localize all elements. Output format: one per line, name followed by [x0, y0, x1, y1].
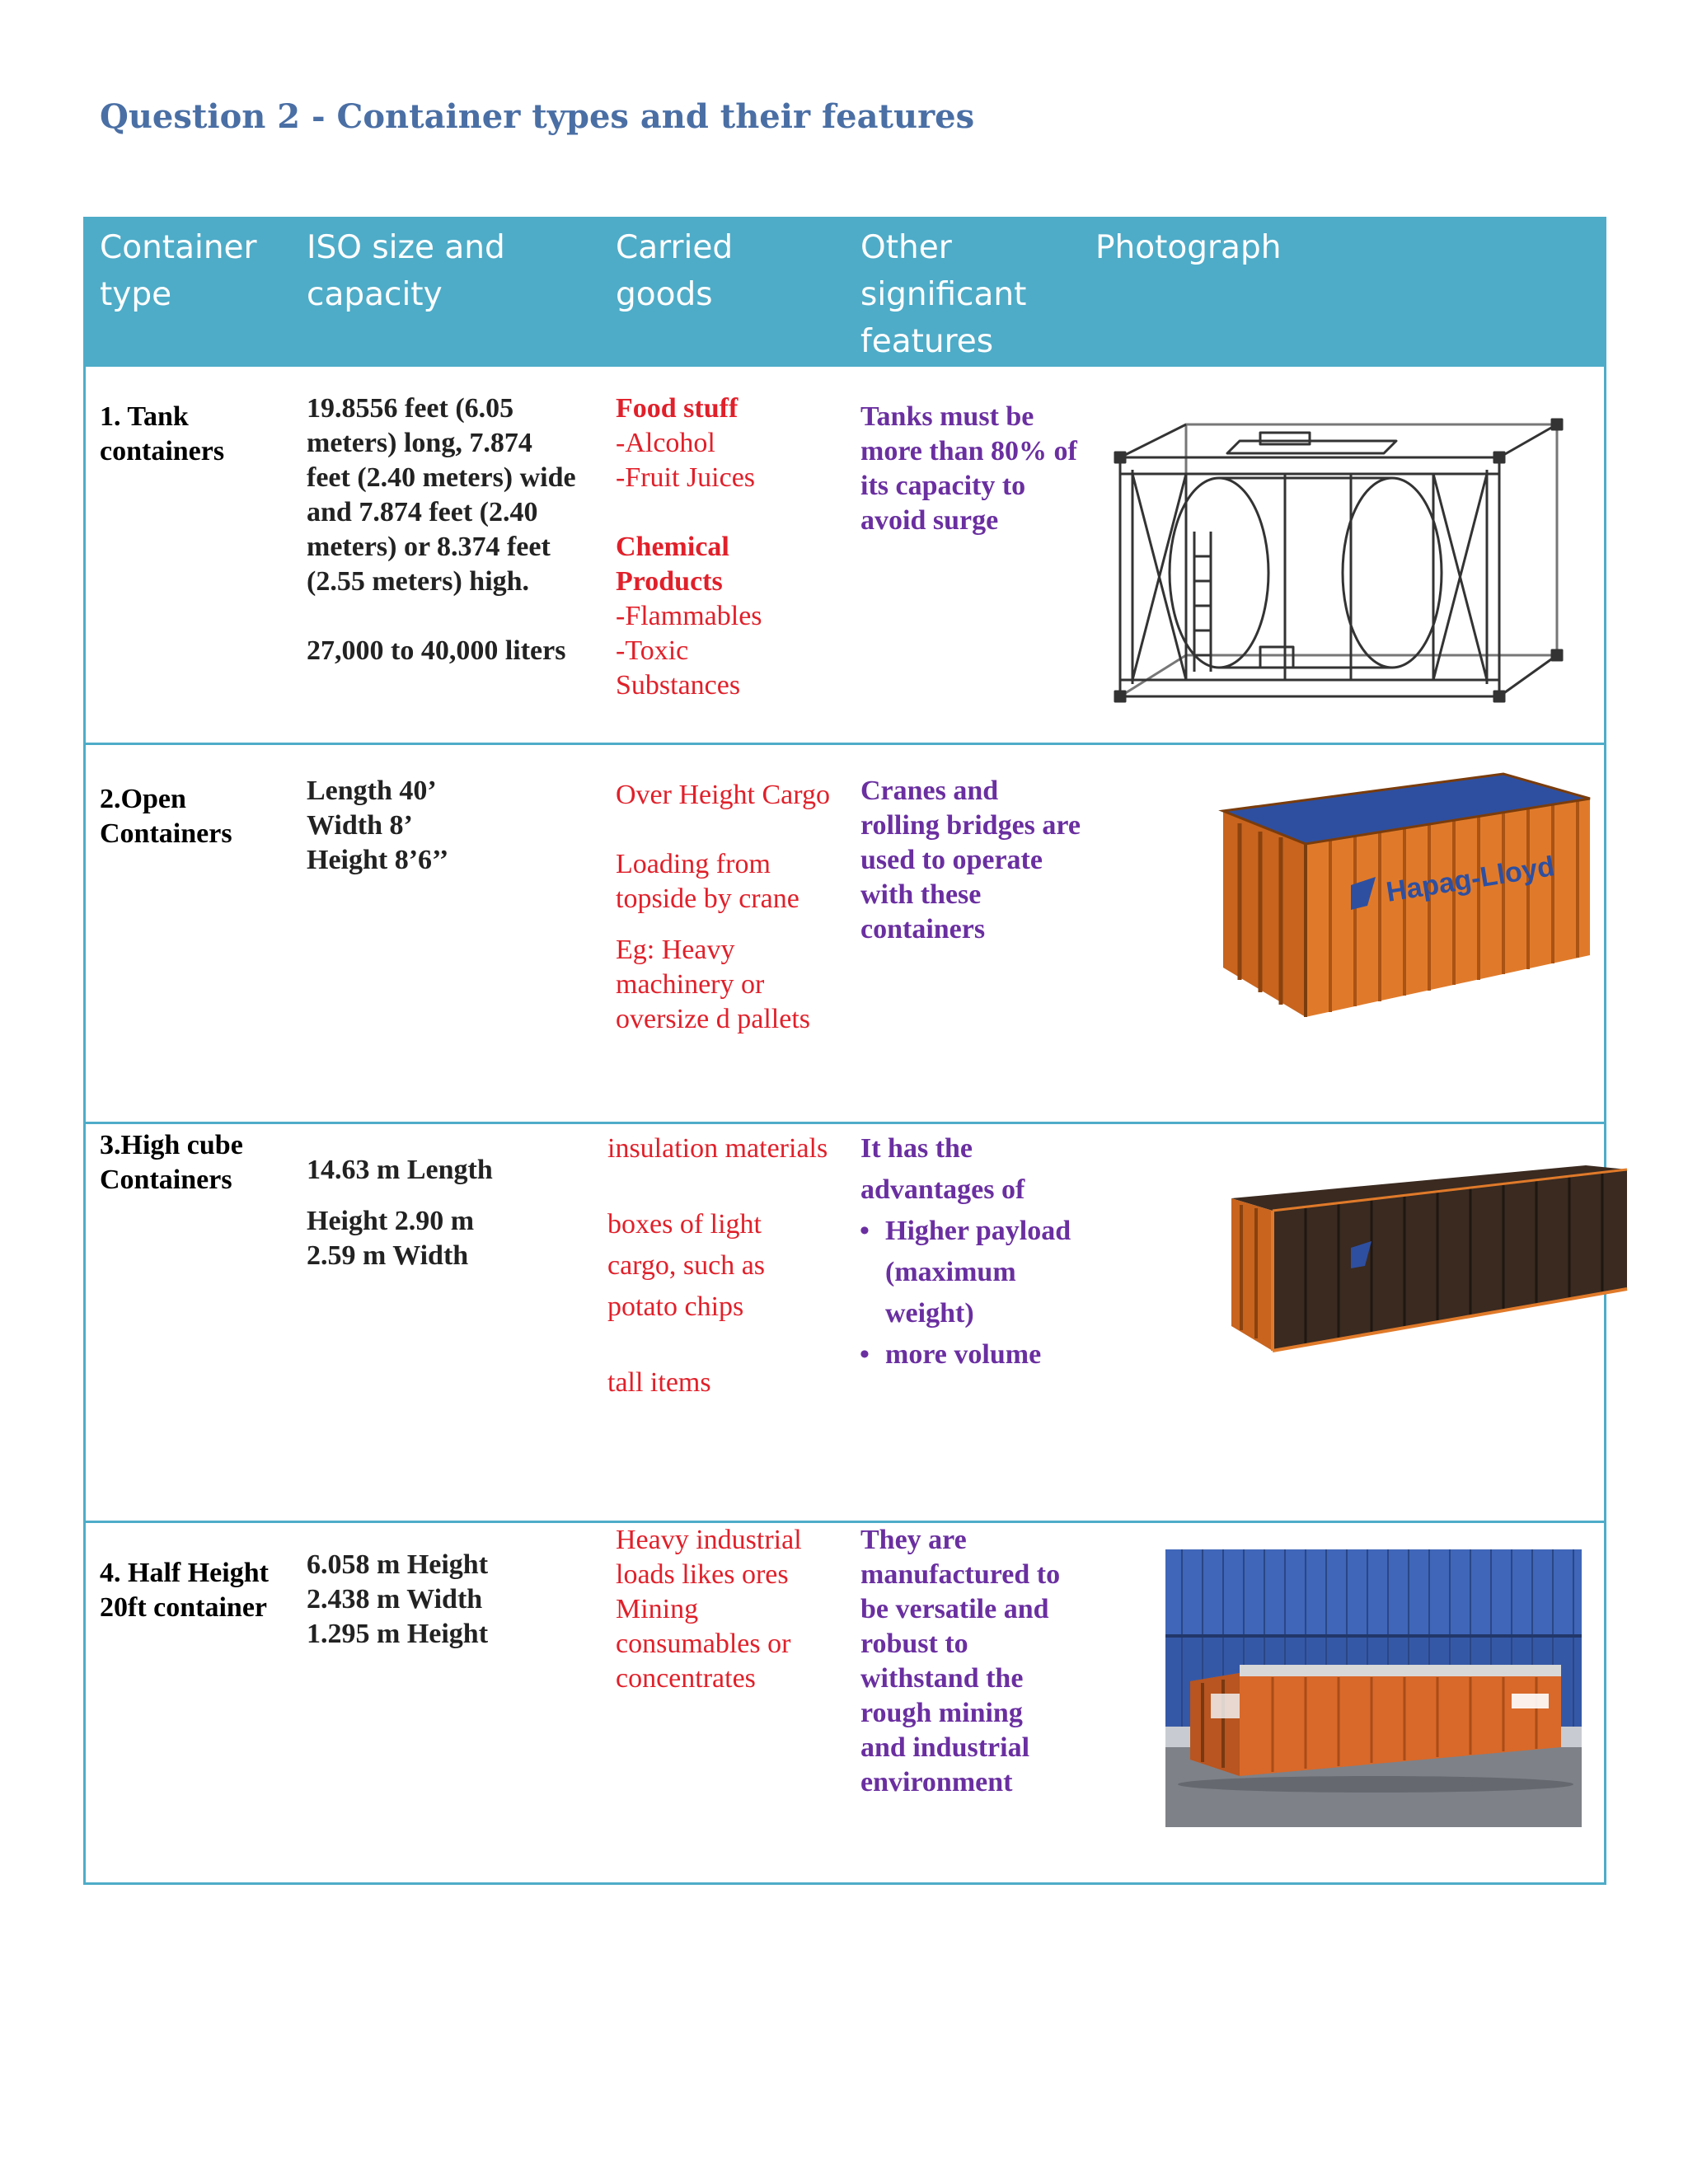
table-row-tank — [86, 367, 1604, 743]
half-height-type: 4. Half Height 20ft container — [100, 1558, 269, 1623]
high-cube-iso-width: 2.59 m Width — [307, 1240, 469, 1271]
table-row-half-height — [86, 1523, 1604, 1882]
open-goods-item: Over Height Cargo — [616, 780, 830, 810]
half-height-iso-height2: 1.295 m Height — [307, 1619, 489, 1649]
tank-goods — [616, 391, 814, 703]
high-cube-iso-height: Height 2.90 m — [307, 1206, 475, 1236]
high-cube-features-intro: It has the advantages of — [860, 1133, 1025, 1205]
open-iso-length: Length 40’ — [307, 776, 437, 806]
tank-iso — [307, 391, 579, 668]
tank-goods-chem-heading: Chemical Products — [616, 532, 729, 597]
half-height-container-photo — [1165, 1549, 1582, 1827]
high-cube-container-photo — [1223, 1165, 1635, 1355]
tank-iso-capacity: 27,000 to 40,000 liters — [307, 635, 566, 666]
high-cube-features — [844, 1128, 1100, 1376]
header-container-type: Container type — [100, 229, 257, 313]
open-iso-width: Width 8’ — [307, 810, 413, 841]
half-height-iso-height: 6.058 m Height — [307, 1549, 489, 1580]
tank-goods-food-heading: Food stuff — [616, 393, 738, 424]
tank-features: Tanks must be more than 80% of its capacity to avoid surge — [860, 401, 1077, 536]
table-header — [86, 219, 1604, 367]
hapag-lloyd-logo-text: Hapag-Lloyd — [1384, 851, 1557, 908]
tank-type: 1. Tank containers — [100, 401, 225, 466]
tank-goods-chem-item: -Toxic Substances — [616, 635, 741, 701]
header-iso-size: ISO size and capacity — [307, 229, 505, 313]
open-container-photo — [1215, 770, 1594, 1042]
open-iso-height: Height 8’6’’ — [307, 845, 449, 875]
tank-goods-chem-item: -Flammables — [616, 601, 762, 631]
tank-container-photo — [1112, 408, 1573, 721]
list-item: • Higher payload (maximum weight) — [860, 1216, 1071, 1329]
high-cube-iso — [307, 1153, 579, 1273]
open-features: Cranes and rolling bridges are used to operate with these containers — [860, 776, 1081, 944]
list-item: • more volume — [860, 1339, 1042, 1370]
high-cube-type: 3.High cube Containers — [100, 1130, 243, 1195]
page-title: Question 2 - Container types and their features — [100, 97, 975, 136]
container-table — [83, 217, 1606, 1885]
high-cube-goods-item: insulation materials — [607, 1133, 828, 1164]
open-type: 2.Open Containers — [100, 784, 232, 849]
half-height-iso — [307, 1548, 579, 1652]
tank-iso-dimensions: 19.8556 feet (6.05 meters) long, 7.874 feet (2.40 meters) wide and 7.874 feet (2.40 meters) or 8.374 feet (2.55 meters) high. — [307, 393, 576, 597]
high-cube-goods-item: tall items — [607, 1367, 711, 1398]
open-iso — [307, 774, 579, 878]
tank-goods-food-item: -Fruit Juices — [616, 462, 756, 493]
header-carried-goods: Carried goods — [616, 229, 734, 313]
high-cube-iso-length: 14.63 m Length — [307, 1155, 493, 1185]
high-cube-goods-item: boxes of light cargo, such as potato chips — [607, 1209, 766, 1322]
half-height-goods: Heavy industrial loads likes ores Mining consumables or concentrates — [616, 1525, 802, 1694]
tank-goods-food-item: -Alcohol — [616, 428, 715, 458]
header-other-features: Other significant features — [860, 229, 1027, 360]
table-row-high-cube — [86, 1124, 1604, 1521]
open-goods-item: Loading from topside by crane — [616, 849, 799, 914]
high-cube-features-list — [844, 1211, 1100, 1376]
high-cube-goods — [607, 1128, 830, 1404]
header-photograph: Photograph — [1095, 229, 1282, 266]
open-goods-item: Eg: Heavy machinery or oversize d pallets — [616, 935, 811, 1034]
table-row-open — [86, 745, 1604, 1122]
open-goods — [616, 778, 838, 1037]
half-height-features: They are manufactured to be versatile and robust to withstand the rough mining and industrial environment — [860, 1525, 1061, 1797]
half-height-iso-width: 2.438 m Width — [307, 1584, 483, 1615]
